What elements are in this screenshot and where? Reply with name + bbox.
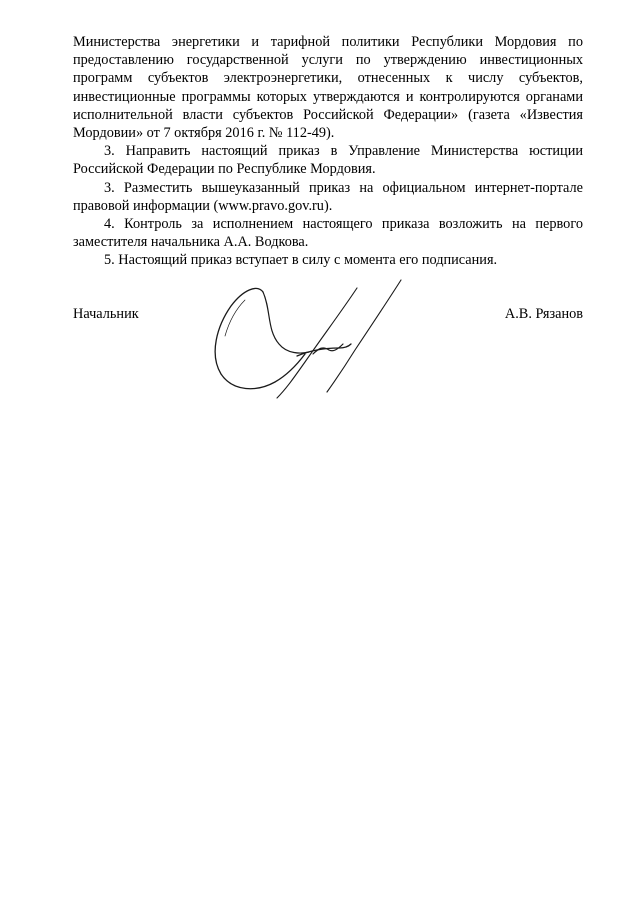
signature-diagonal-stroke-1 [277,288,357,398]
signer-name: А.В. Рязанов [504,306,583,322]
signature-hairline [225,300,245,336]
paragraph-item-3-send: 3. Направить настоящий приказ в Управление Министерства юстиции Российской Федерации по Республике Мордовия. [73,143,583,178]
paragraph-item-4-control: 4. Контроль за исполнением настоящего приказа возложить на первого заместителя начальника А.А. Водкова. [73,216,583,251]
handwritten-signature [205,270,420,405]
document-body [73,33,583,270]
signer-position: Начальник [73,306,139,322]
signature-loop-stroke [215,288,305,388]
signature-diagonal-stroke-2 [327,280,401,392]
paragraph-item-5-effect: 5. Настоящий приказ вступает в силу с момента его подписания. [104,252,498,269]
paragraph-item-3-publish: 3. Разместить вышеуказанный приказ на официальном интернет-портале правовой информации (www.pravo.gov.ru). [73,179,583,214]
signature-tick-stroke [313,344,343,354]
paragraph-continuation: Министерства энергетики и тарифной политики Республики Мордовия по предоставлению государственной услуги по утверждению инвестиционных программ субъектов электроэнергетики, отнесенных к числу субъектов, инвестиционные программы которых утверждаются и контролируются органами исполнительной власти субъектов Российской Федерации» (газета «Известия Мордовии» от 7 октября 2016 г. № 112-49). [73,34,583,142]
signature-curl-stroke [263,292,309,353]
